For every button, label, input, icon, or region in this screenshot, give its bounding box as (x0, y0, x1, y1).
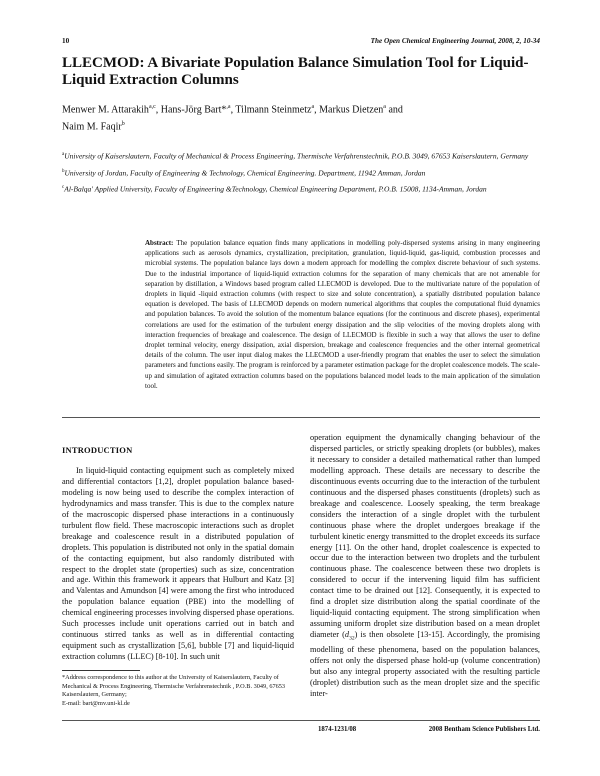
abstract-label: Abstract: (145, 239, 174, 247)
paper-title: LLECMOD: A Bivariate Population Balance Simulation Tool for Liquid-Liquid Extraction Columns (62, 55, 529, 88)
correspondence-footnote (62, 674, 294, 708)
author-attarakih-sup: a,c (148, 104, 156, 110)
intro-right-part-2: ) is then obsolete [13-15]. Accordingly, the promising modelling of these phenomena, based on the population balances, offers not only the dispersed phase hold-up (volume concentration) but also any integral property associated with the resulting particle (droplet) distribution such as the mean droplet size and the specific inter- (310, 630, 540, 698)
footer-divider (62, 720, 540, 721)
left-column (62, 445, 294, 663)
affiliation-c-sup: c (62, 185, 65, 190)
affiliation-a-sup: a (62, 152, 65, 157)
page-footer (62, 726, 540, 736)
issn: 1874-1231/08 (318, 726, 357, 733)
author-dietzen-sup: a (383, 104, 386, 110)
journal-citation: The Open Chemical Engineering Journal, 2008, 2, 10-34 (370, 37, 540, 45)
author-steinmetz: Tilmann Steinmetz (235, 104, 312, 116)
affiliation-a (62, 150, 540, 162)
abstract (145, 238, 540, 391)
author-faqir: Naim M. Faqir (62, 121, 122, 133)
affiliation-a-text: University of Kaiserslautern, Faculty of Mechanical & Process Engineering, Thermische Verfahrenstechnik, P.O.B. 3049, 67653 Kaiserslautern, Germany (64, 151, 529, 161)
affiliations (62, 150, 540, 200)
author-attarakih: Menwer M. Attarakih (62, 104, 149, 116)
d32-subscript: 32 (349, 635, 355, 642)
footnote-email: E-mail: bart@mv.uni-kl.de (62, 699, 130, 707)
affiliation-b (62, 167, 540, 179)
publisher-notice: 2008 Bentham Science Publishers Ltd. (428, 726, 540, 733)
author-conjunction: and (388, 104, 403, 116)
affiliation-c-text: Al-Balqa' Applied University, Faculty of Engineering &Technology, Chemical Engineering Department, P.O.B. 15008, 1134-Amman, Jordan (64, 184, 487, 194)
right-column (310, 433, 540, 700)
author-faqir-sup: b (121, 121, 125, 128)
abstract-divider (62, 417, 540, 418)
affiliation-b-text: University of Jordan, Faculty of Engineering & Technology, Chemical Engineering. Department, 11942 Amman, Jordan (64, 168, 426, 177)
page-number: 10 (62, 37, 70, 45)
footnote-divider (62, 670, 140, 671)
author-list: Menwer M. Attarakih$^{a,c}$, Hans-Jörg Bart*$^{,a}$, Tilmann Steinmetz$^a$, Markus Dietzen$^a$ and Naim M. Faqir$^b$ (62, 104, 403, 133)
d32-symbol: d (344, 630, 350, 640)
author-bart: Hans-Jörg Bart* (160, 104, 227, 116)
author-steinmetz-sup: a (311, 104, 315, 110)
running-header (62, 37, 540, 49)
abstract-text: The population balance equation finds many applications in modelling poly-dispersed systems arising in many engineering applications such as aerosols dynamics, crystallization, precipitation, granulation, liquid-liquid, gas-liquid, combustion processes and microbial systems. The population balance lays down a modern approach for modelling the complex discrete behaviour of such systems. Due to the industrial importance of liquid-liquid extraction columns for the separation of many chemicals that are not amenable for separation by distillation, a Windows based program called LLECMOD is developed. Due to the multivariate nature of the population of droplets in liquid -liquid extraction columns (with respect to size and solute concentration), a spatially distributed population balance equation is developed. The basis of LLECMOD depends on modern numerical algorithms that couples the computational fluid dynamics and population balances. To avoid the solution of the momentum balance equations (for the continuous and discrete phases), experimental correlations are used for the estimation of the turbulent energy dissipation and the slip velocities of the moving droplets along with interaction frequencies of breakage and coalescence. The design of LLECMOD is flexible in such a way that allows the user to define droplet terminal velocity, energy dissipation, axial dispersion, breakage and coalescence frequencies and the other internal geometrical details of the column. The user input dialog makes the LLECMOD a user-friendly program that enables the user to select the simulation parameters and functions easily. The program is reinforced by a parameter estimation package for the droplet coalescence models. The scale-up and simulation of agitated extraction columns based on the populations balanced model leads to the main application of the simulation tool. (145, 239, 541, 390)
affiliation-b-sup: b (62, 168, 65, 174)
intro-paragraph-right (310, 433, 540, 700)
affiliation-c (62, 183, 540, 195)
author-bart-sup: ,a (226, 104, 231, 110)
section-heading-introduction: INTRODUCTION (62, 445, 133, 455)
intro-right-part-1: operation equipment the dynamically changing behaviour of the dispersed particles, or strictly speaking droplets (or bubbles), makes it necessary to consider a detailed mathematical rather than lumped modelling approach. These details are necessary to describe the discontinuous events occurring due to the interaction of the turbulent continuous and the dispersed phases constituents (droplets) such as breakage and coalescence. Loosely speaking, the term breakage considers the interaction of a single droplet with the turbulent continuous phase where the droplet undergoes breakage if the turbulent kinetic energy transmitted to the droplet exceeds its surface energy [11]. On the other hand, droplet coalescence is expected to occur due to the interaction between two droplets and the turbulent continuous phase. The coalescence between these two droplets is considered to occur if the intervening liquid film has sufficient contact time to be drained out [12]. Consequently, it is expected to find a droplet size distribution along the spatial coordinate of the liquid-liquid contacting equipment. The strong simplification when assuming uniform droplet size distribution based on a mean droplet diameter ( (310, 433, 540, 640)
intro-paragraph-left: In liquid-liquid contacting equipment such as completely mixed and differential contactors [1,2], droplet population balance based-modeling is now being used to describe the complex interaction of hydrodynamics and mass transfer. This is due to the complex nature of the macroscopic dispersed phase interactions in a continuously turbulent flow field. These macroscopic interactions such as droplet breakage and coalescence result in a distributed population of droplets. This population is distributed not only in the spatial domain of the contacting equipment, but also randomly distributed with respect to the droplet state (properties) such as size, concentration and age. Within this framework it appears that Hulburt and Katz [3] and Valentas and Amundson [4] were among the first who introduced the population balance equation (PBE) into the modelling of chemical engineering processes involving dispersed phase operations. Such processes include unit operations carried out in batch and continuous stirred tanks as well as in differential contacting equipment such as crystallization [5,6], bubble [7] and liquid-liquid extraction columns (LLEC) [8-10]. In such unit (62, 465, 295, 662)
author-dietzen: Markus Dietzen (319, 104, 384, 116)
footnote-address: *Address correspondence to this author at the University of Kaiserslautern, Faculty of Mechanical & Process Engineering, Thermische Verfahrenstechnik , P.O.B. 3049, 67653 Kaiserslautern, Germany; (62, 674, 286, 698)
